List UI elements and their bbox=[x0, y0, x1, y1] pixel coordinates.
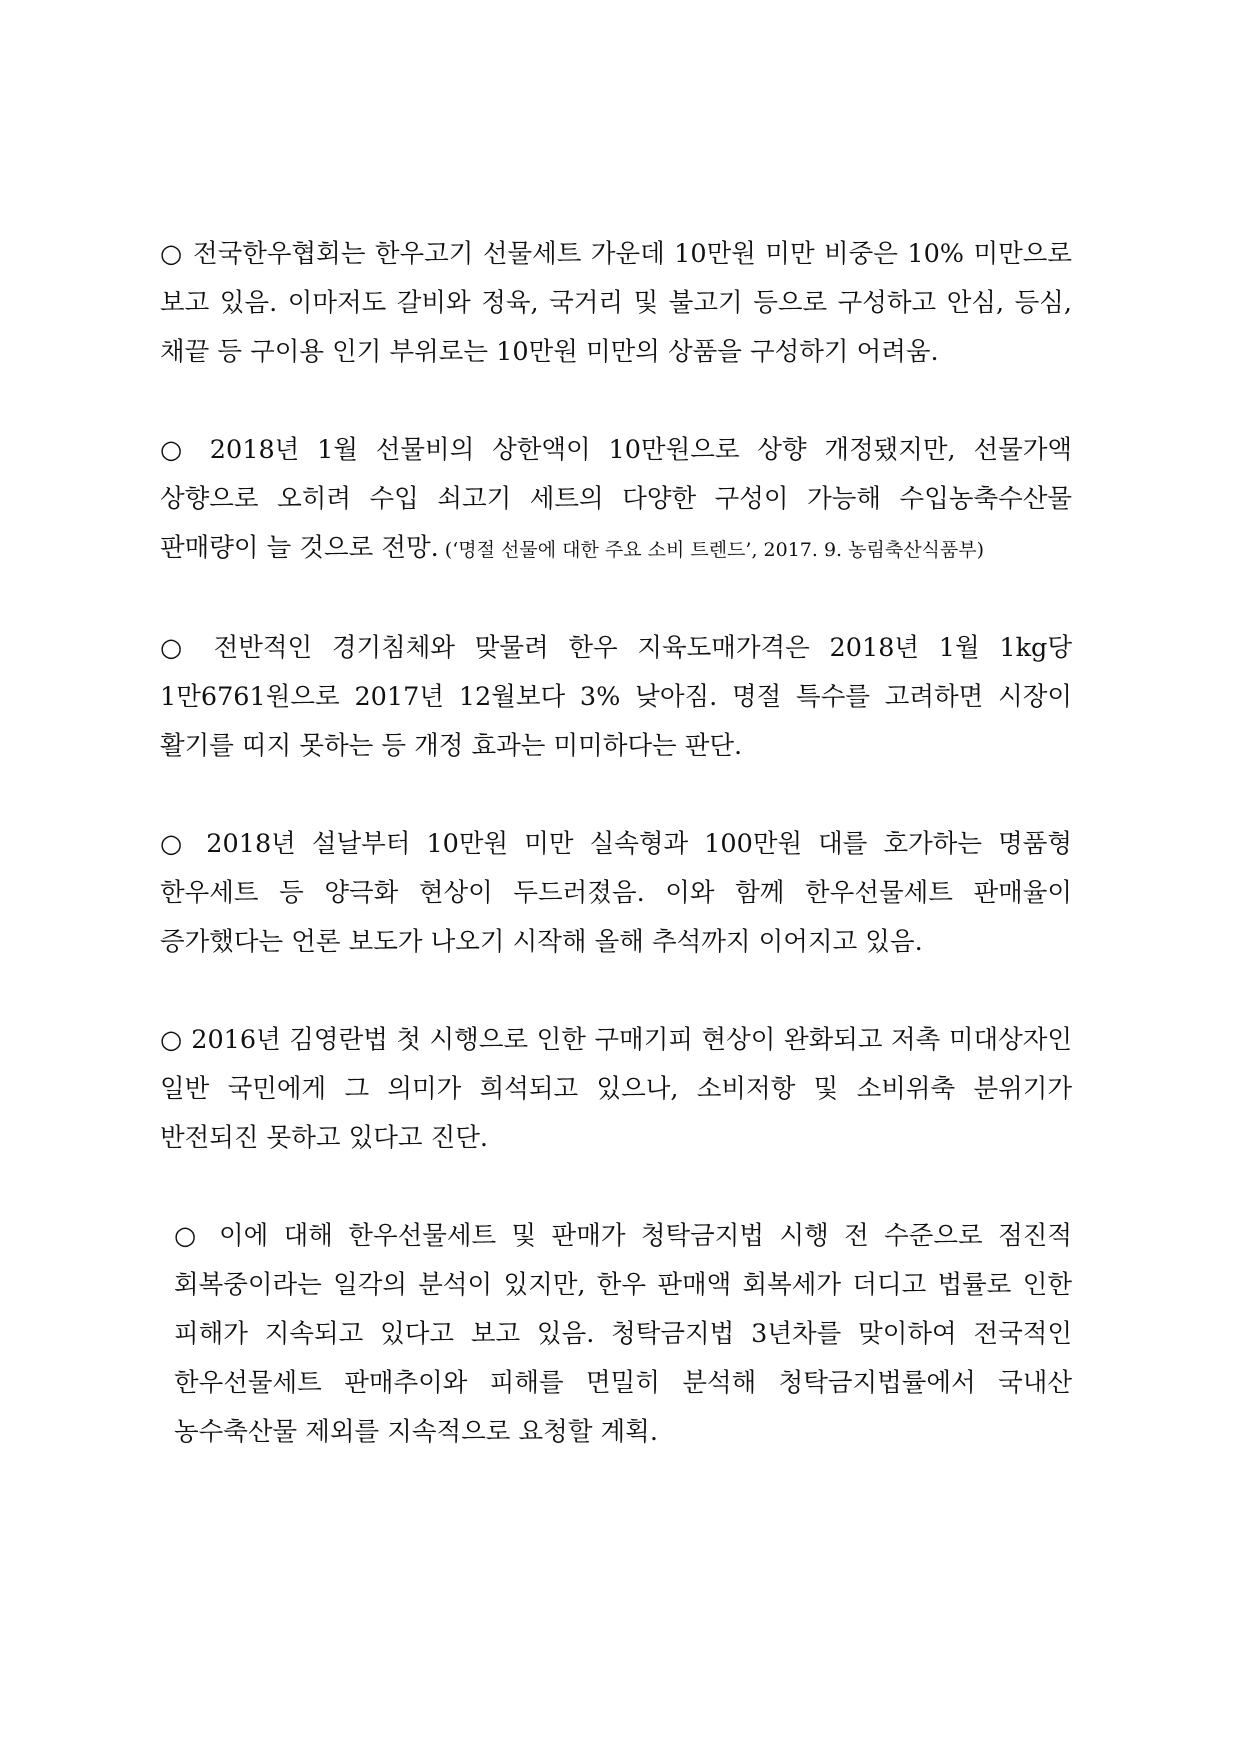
paragraph-text: ○ 전반적인 경기침체와 맞물려 한우 지육도매가격은 2018년 1월 1kg당 1만6761원으로 2017년 12월보다 3% 낮아짐. 명절 특수를 고려하면 시장이 활기를 띠지 못하는 등 개정 효과는 미미하다는 판단. bbox=[160, 633, 1072, 761]
paragraph-polarization bbox=[160, 820, 1072, 967]
paragraph-text: ○ 2016년 김영란법 첫 시행으로 인한 구매기피 현상이 완화되고 저촉 미대상자인 일반 국민에게 그 의미가 희석되고 있으나, 소비저항 및 소비위축 분위기가 반전되진 못하고 있다고 진단. bbox=[160, 1025, 1072, 1153]
source-citation: (‘명절 선물에 대한 주요 소비 트렌드’, 2017. 9. 농림축산식품부) bbox=[438, 539, 985, 561]
paragraph-text: ○ 2018년 설날부터 10만원 미만 실속형과 100만원 대를 호가하는 명품형 한우세트 등 양극화 현상이 두드러졌음. 이와 함께 한우선물세트 판매율이 증가했다는 언론 보도가 나오기 시작해 올해 추석까지 이어지고 있음. bbox=[160, 829, 1072, 957]
paragraph-text: ○ 2018년 1월 선물비의 상한액이 10만원으로 상향 개정됐지만, 선물가액 상향으로 오히려 수입 쇠고기 세트의 다양한 구성이 가능해 수입농축수산물 판매량이 늘 것으로 전망. bbox=[160, 435, 1072, 563]
paragraph-wholesale-price bbox=[160, 624, 1072, 771]
paragraph-recovery-analysis bbox=[160, 1212, 1072, 1457]
paragraph-hanwoo-gift-share bbox=[160, 230, 1072, 377]
paragraph-kim-young-ran-law bbox=[160, 1016, 1072, 1163]
paragraph-text: ○ 이에 대해 한우선물세트 및 판매가 청탁금지법 시행 전 수준으로 점진적 회복중이라는 일각의 분석이 있지만, 한우 판매액 회복세가 더디고 법률로 인한 피해가 지속되고 있다고 보고 있음. 청탁금지법 3년차를 맞이하여 전국적인 한우선물세트 판매추이와 피해를 면밀히 분석해 청탁금지법률에서 국내산 농수축산물 제외를 지속적으로 요청할 계획. bbox=[174, 1221, 1072, 1447]
document-body bbox=[160, 230, 1072, 1506]
paragraph-text: ○ 전국한우협회는 한우고기 선물세트 가운데 10만원 미만 비중은 10% 미만으로 보고 있음. 이마저도 갈비와 정육, 국거리 및 불고기 등으로 구성하고 안심, 등심, 채끝 등 구이용 인기 부위로는 10만원 미만의 상품을 구성하기 어려움. bbox=[160, 239, 1072, 367]
paragraph-gift-limit-revision bbox=[160, 426, 1072, 575]
